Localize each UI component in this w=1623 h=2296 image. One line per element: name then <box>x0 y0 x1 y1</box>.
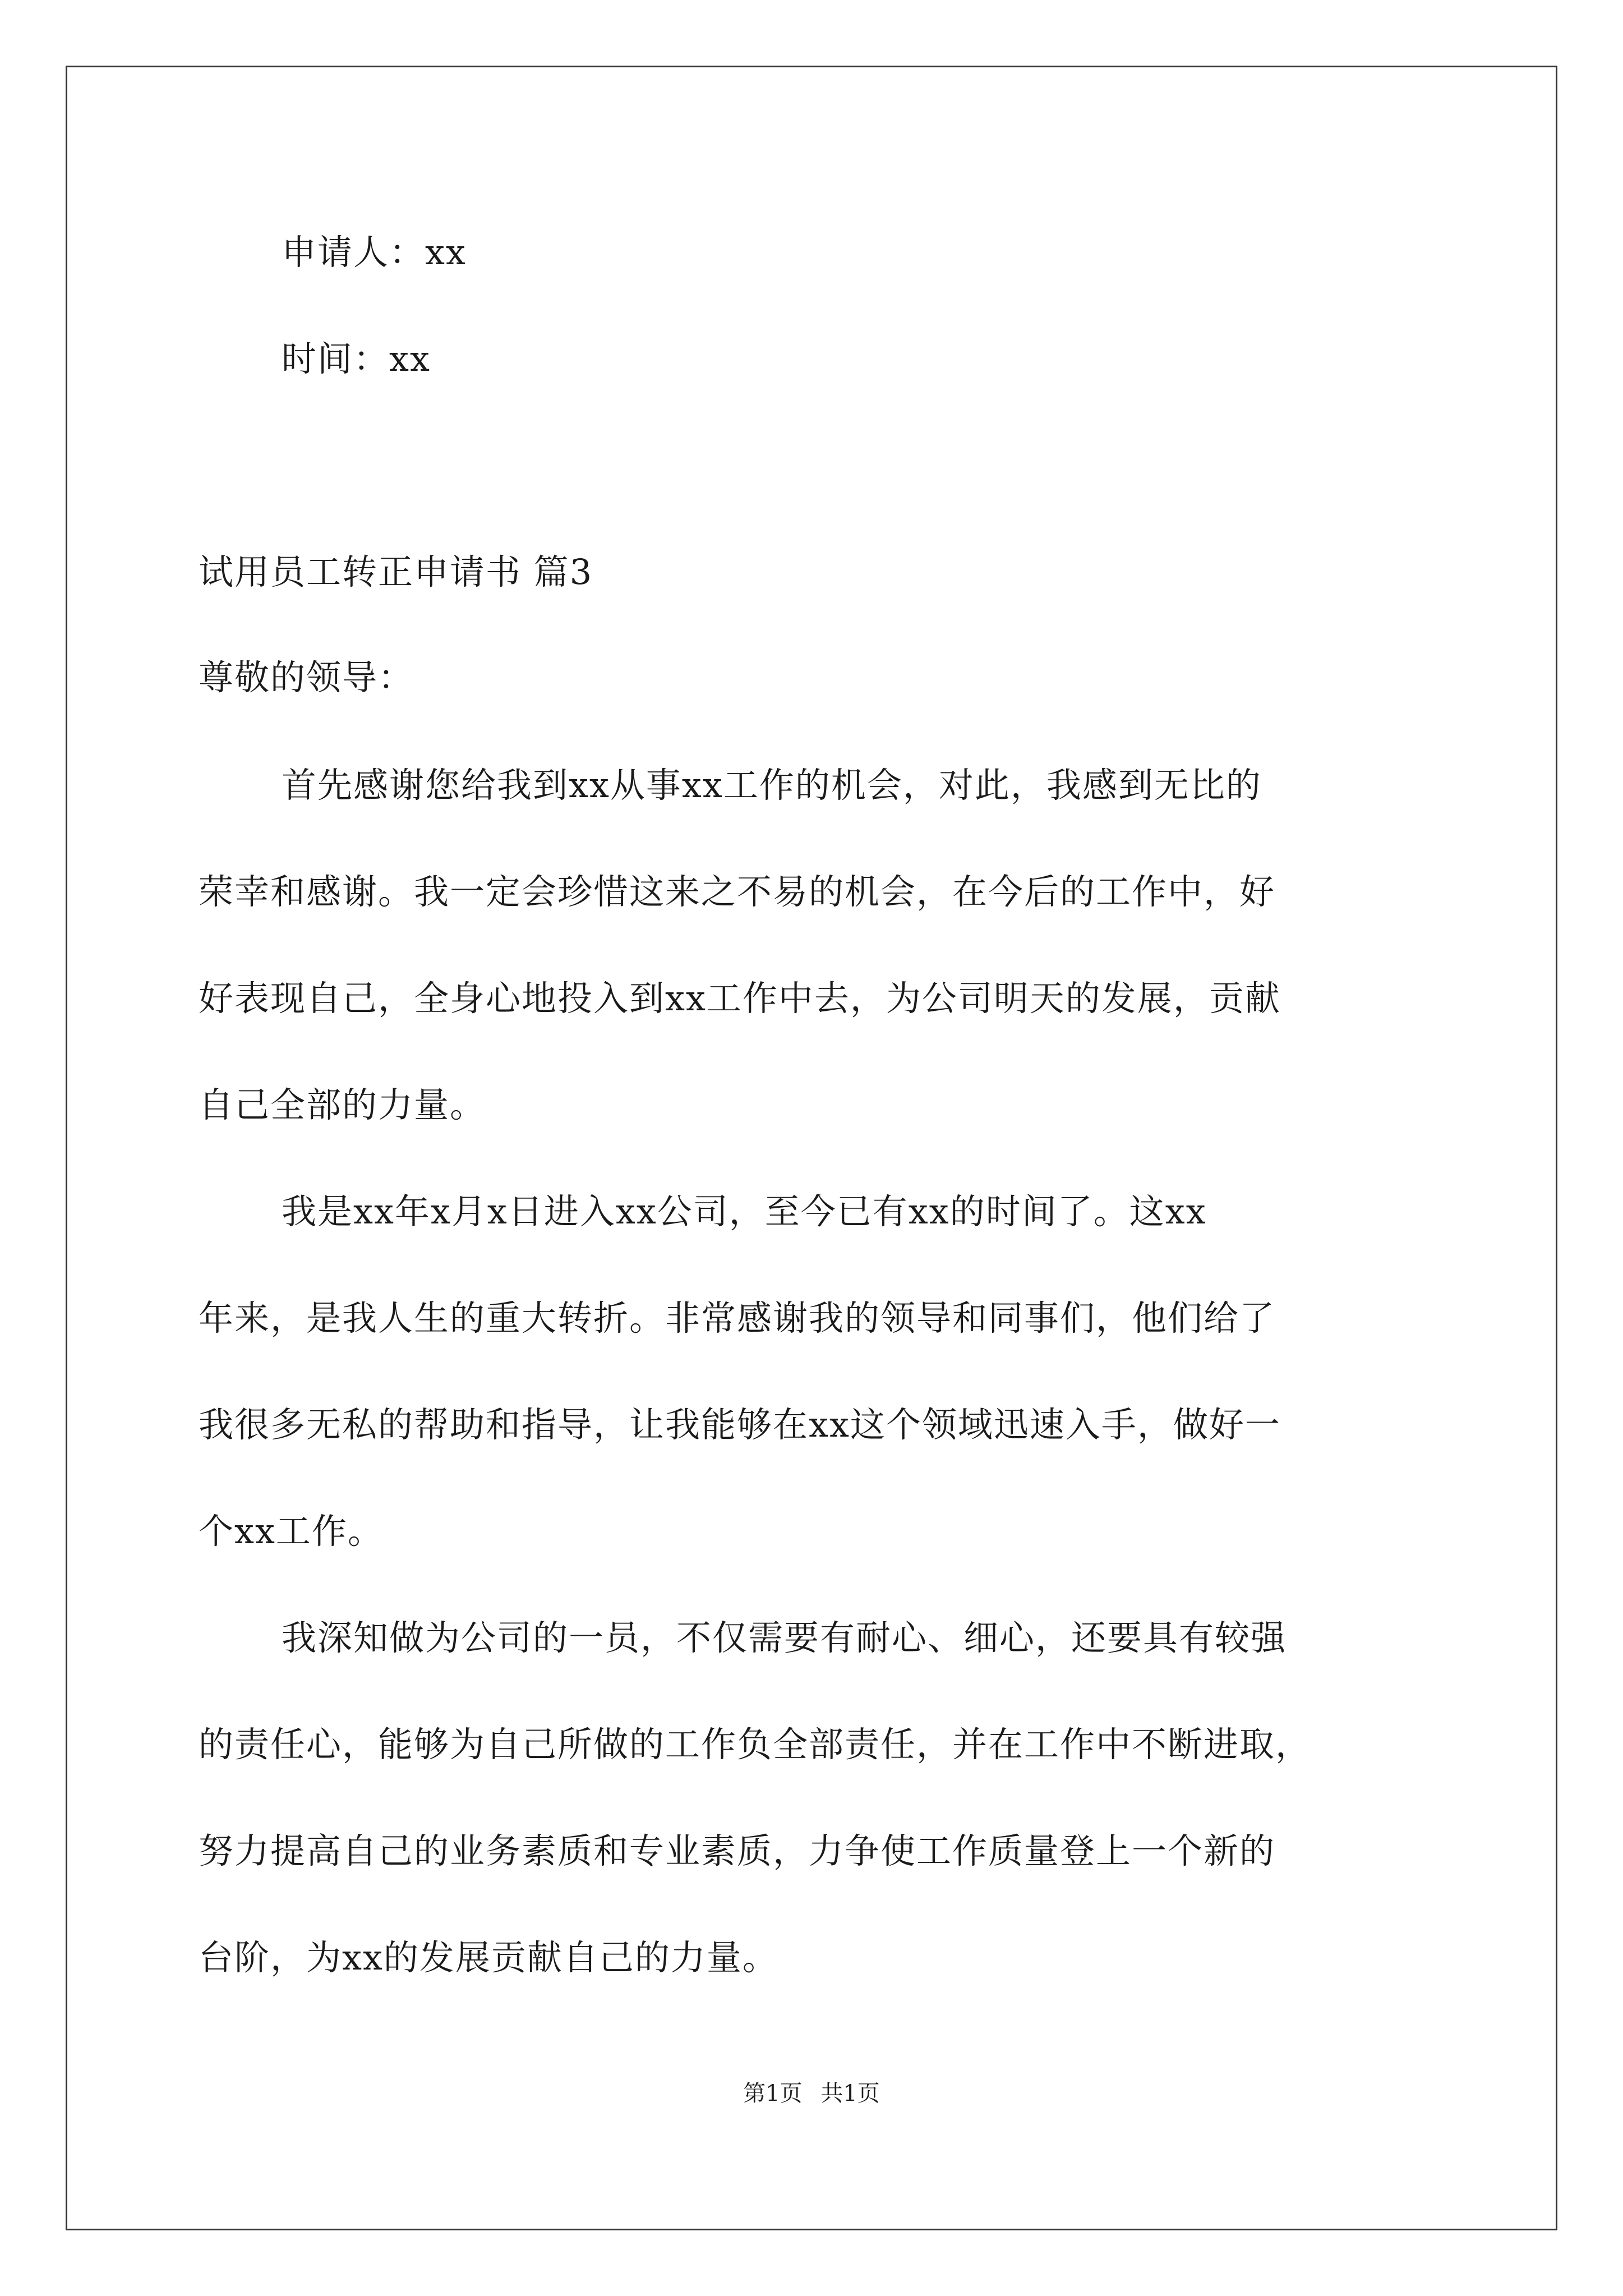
date-line: 时间：xx <box>282 338 431 379</box>
page-footer <box>0 2077 1623 2110</box>
salutation: 尊敬的领导： <box>199 657 414 698</box>
applicant-line: 申请人：xx <box>282 232 467 273</box>
paragraph-line: 我很多无私的帮助和指导，让我能够在xx这个领域迅速入手，做好一 <box>199 1404 1281 1445</box>
paragraph-line: 台阶，为xx的发展贡献自己的力量。 <box>199 1937 778 1978</box>
paragraph-line: 个xx工作。 <box>199 1511 384 1552</box>
paragraph-line: 我深知做为公司的一员，不仅需要有耐心、细心，还要具有较强 <box>282 1617 1287 1658</box>
paragraph-line: 年来，是我人生的重大转折。非常感谢我的领导和同事们，他们给了 <box>199 1297 1276 1338</box>
section-title: 试用员工转正申请书 篇3 <box>199 551 593 592</box>
paragraph-line: 好表现自己，全身心地投入到xx工作中去，为公司明天的发展，贡献 <box>199 978 1281 1019</box>
paragraph-line: 的责任心，能够为自己所做的工作负全部责任，并在工作中不断进取， <box>199 1724 1312 1765</box>
paragraph-line: 我是xx年x月x日进入xx公司，至今已有xx的时间了。这xx <box>282 1191 1207 1232</box>
paragraph-line: 自己全部的力量。 <box>199 1084 486 1125</box>
page-number: 第1页 <box>743 2081 803 2106</box>
page-total: 共1页 <box>820 2081 880 2106</box>
paragraph-line: 首先感谢您给我到xx从事xx工作的机会，对此，我感到无比的 <box>282 765 1262 806</box>
page-border <box>66 66 1557 2230</box>
paragraph-line: 努力提高自己的业务素质和专业素质，力争使工作质量登上一个新的 <box>199 1830 1276 1871</box>
paragraph-line: 荣幸和感谢。我一定会珍惜这来之不易的机会，在今后的工作中，好 <box>199 871 1276 912</box>
